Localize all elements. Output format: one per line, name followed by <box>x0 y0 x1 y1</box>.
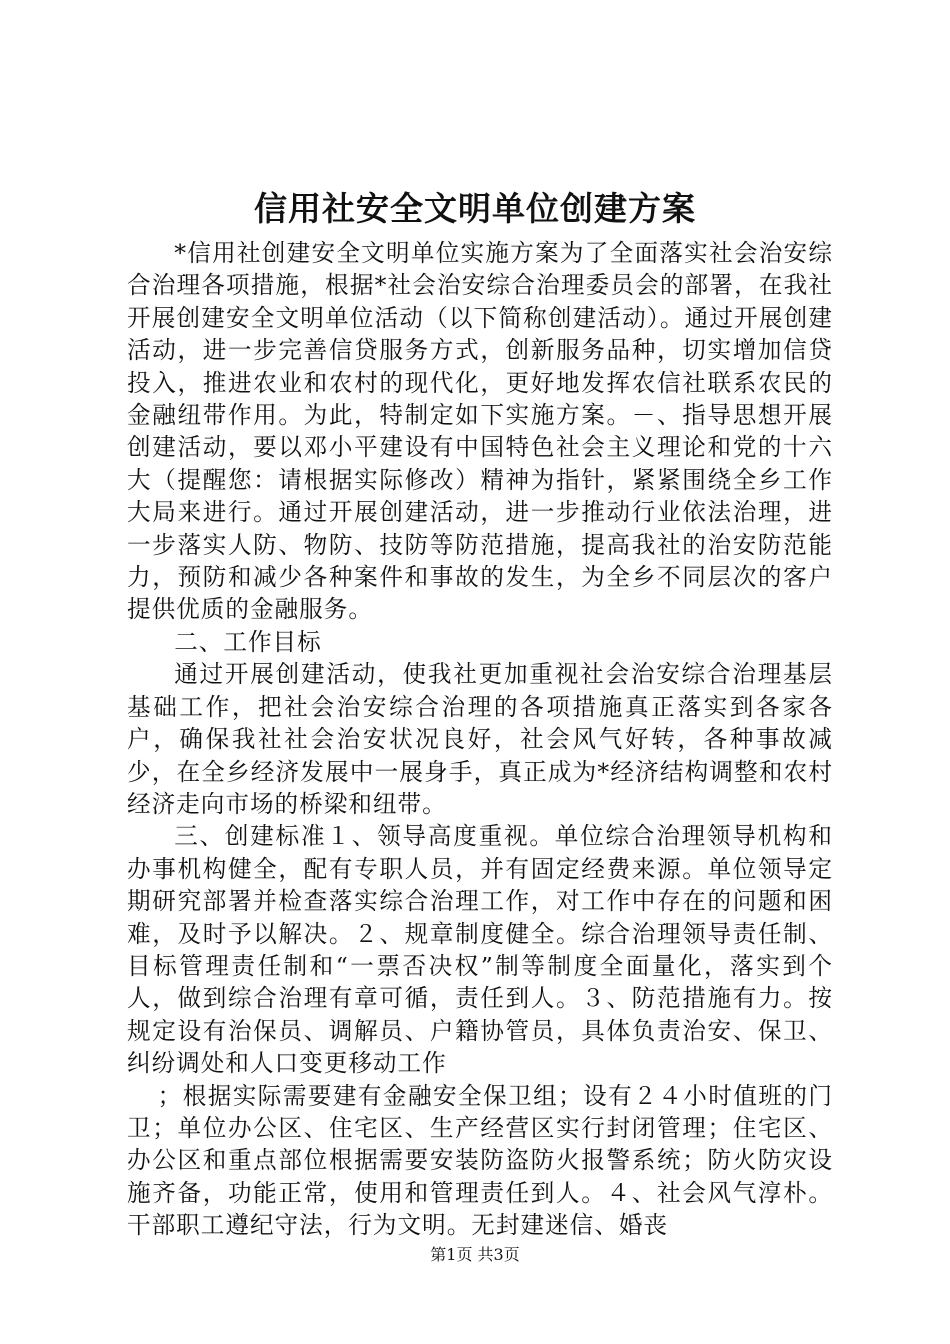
paragraph-standards: 三、创建标准１、领导高度重视。单位综合治理领导机构和办事机构健全，配有专职人员，并有固定经费来源。单位领导定期研究部署并检查落实综合治理工作，对工作中存在的问题和困难，及时予以解决。２、规章制度健全。综合治理领导责任制、目标管理责任制和“一票否决权”制等制度全面量化，落实到个人，做到综合治理有章可循，责任到人。３、防范措施有力。按规定设有治保员、调解员、户籍协管员，具体负责治安、保卫、纠纷调处和人口变更移动工作 <box>127 822 833 1078</box>
document-body <box>127 237 833 1242</box>
paragraph-intro: *信用社创建安全文明单位实施方案为了全面落实社会治安综合治理各项措施，根据*社会治安综合治理委员会的部署，在我社开展创建安全文明单位活动（以下简称创建活动）。通过开展创建活动，进一步完善信贷服务方式，创新服务品种，切实增加信贷投入，推进农业和农村的现代化，更好地发挥农信社联系农民的金融纽带作用。为此，特制定如下实施方案。－、指导思想开展创建活动，要以邓小平建设有中国特色社会主义理论和党的十六大（提醒您：请根据实际修改）精神为指针，紧紧围绕全乡工作大局来进行。通过开展创建活动，进一步推动行业依法治理，进一步落实人防、物防、技防等防范措施，提高我社的治安防范能力，预防和减少各种案件和事故的发生，为全乡不同层次的客户提供优质的金融服务。 <box>127 239 833 624</box>
page-number-footer: 第1页 共3页 <box>430 1245 520 1264</box>
paragraph-standards-continued: ；根据实际需要建有金融安全保卫组；设有２４小时值班的门卫；单位办公区、住宅区、生产经营区实行封闭管理；住宅区、办公区和重点部位根据需要安装防盗防火报警系统；防火防灾设施齐备，功能正常，使用和管理责任到人。４、社会风气淳朴。干部职工遵纪守法，行为文明。无封建迷信、婚丧 <box>127 1081 833 1240</box>
document-title: 信用社安全文明单位创建方案 <box>254 189 696 228</box>
section-heading-work-goals: 二、工作目标 <box>174 627 322 656</box>
paragraph-work-goals: 通过开展创建活动，使我社更加重视社会治安综合治理基层基础工作，把社会治安综合治理的各项措施真正落实到各家各户，确保我社社会治安状况良好，社会风气好转，各种事故减少，在全乡经济发展中一展身手，真正成为*经济结构调整和农村经济走向市场的桥梁和纽带。 <box>127 660 833 818</box>
